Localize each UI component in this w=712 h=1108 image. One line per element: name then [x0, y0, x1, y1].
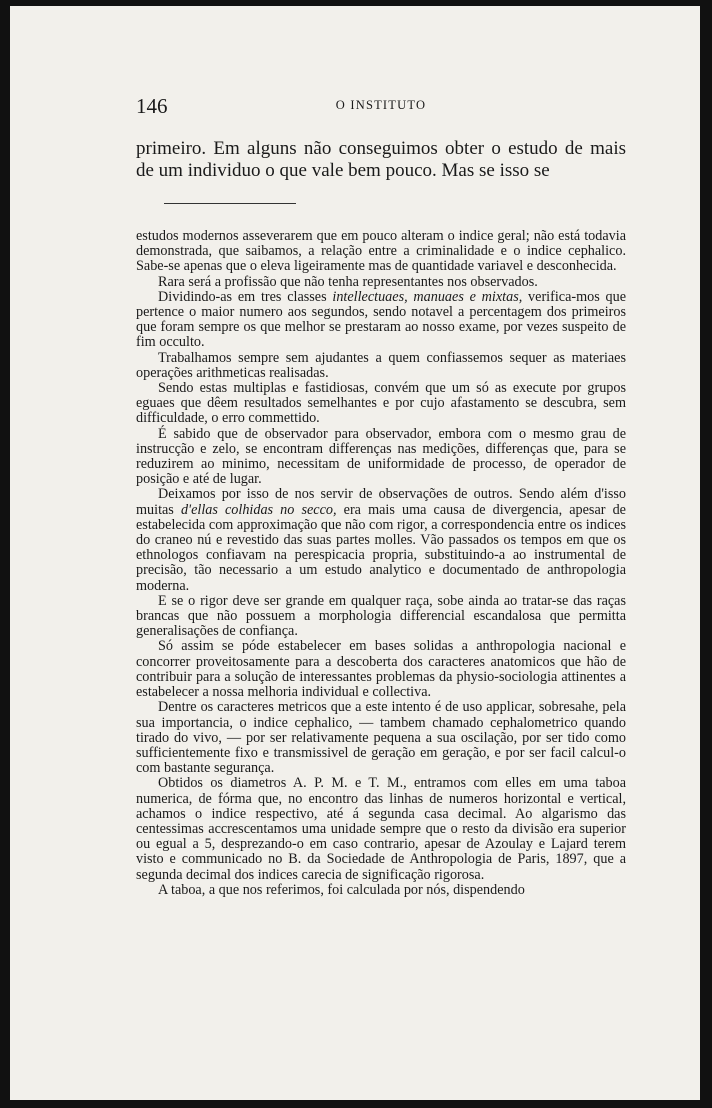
paragraph-9: Só assim se póde estabelecer em bases solidas a anthropologia nacional e concorrer proveitosamente para a descoberta dos caracteres anatomicos que hão de contribuir para a solução de interessantes problemas da physio-sociologia attinentes a estabelecer a nossa melhoria individual e collectiva.: [136, 638, 626, 701]
paragraph-2: Rara será a profissão que não tenha representantes nos observados.: [158, 273, 538, 290]
paragraph-1: estudos modernos asseverarem que em pouco alteram o indice geral; não está todavia demonstrada, que saibamos, a relação entre a criminalidade e o indice cephalico. Sabe-se apenas que o eleva ligeiramente mas de quantidade variavel e desconhecida.: [136, 228, 626, 275]
paragraph-11: Obtidos os diametros A. P. M. e T. M., entramos com elles em uma taboa numerica, de fórma que, no encontro das linhas de numeros horizontal e vertical, achamos o indice respectivo, até á segunda casa decimal. Ao algarismo das centessimas accrescentamos uma unidade sempre que o resto da divisão era superior ou egual a 5, desprezando-o em caso contrario, apesar de Azoulay e Lajard terem visto e communicado no B. da Sociedade de Anthropologia de Paris, 1897, que a segunda decimal dos indices carecia de significação rigorosa.: [136, 775, 626, 883]
footnote-body: [136, 229, 626, 898]
continuation-paragraph: primeiro. Em alguns não conseguimos obter o estudo de mais de um individuo o que vale bem pouco. Mas se isso se: [136, 138, 626, 181]
paragraph-5: Sendo estas multiplas e fastidiosas, convém que um só as execute por grupos eguaes que dêem resultados semelhantes e por cujo afastamento se descubra, sem difficuldade, o erro commettido.: [136, 380, 626, 427]
running-title: O INSTITUTO: [335, 98, 427, 112]
page-number: 146: [136, 94, 168, 118]
continuation-text: [136, 138, 626, 182]
page-header: [136, 94, 626, 116]
paragraph-12: A taboa, a que nos referimos, foi calculada por nós, dispendendo: [158, 881, 525, 898]
paragraph-4: Trabalhamos sempre sem ajudantes a quem confiassemos sequer as materiaes operações arithmeticas realisadas.: [136, 349, 626, 381]
paragraph-10: Dentre os caracteres metricos que a este intento é de uso applicar, sobresahe, pela sua importancia, o indice cephalico, — tambem chamado cephalometrico quando tirado do vivo, — por ser relativamente pequena a sua oscilação, por ser tido como sufficientemente fixo e transmissivel de geração em geração, e por ser facil calcul-o com bastante segurança.: [136, 699, 626, 777]
paragraph-6: É sabido que de observador para observador, embora com o mesmo grau de instrucção e zelo, se encontram differenças nas medições, differenças que, para se reduzirem ao minimo, necessitam de uniformidade de processo, de operador de posição e até de lugar.: [136, 425, 626, 488]
paragraph-8: E se o rigor deve ser grande em qualquer raça, sobe ainda ao tratar-se das raças brancas que não possuem a morphologia differencial escandalosa que permitta generalisações de confiança.: [136, 592, 626, 640]
footnote-separator: [164, 203, 296, 204]
paragraph-7: Deixamos por isso de nos servir de observações de outros. Sendo além d'isso muitas d'ellas colhidas no secco, era mais uma causa de divergencia, apesar de estabelecida com approximação que não com rigor, a correspondencia entre os indices do craneo nú e revestido das suas partes molles. Vão passados os tempos em que os ethnologos confiavam na perespicacia propria, substituindo-a ao instrumental de precisão, tão necessario a um estudo analytico e documentado de anthropologia moderna.: [136, 486, 626, 594]
paragraph-3: Dividindo-as em tres classes intellectuaes, manuaes e mixtas, verifica-mos que pertence o maior numero aos segundos, sendo notavel a percentagem dos primeiros que foram sempre os que melhor se prestaram ao nosso exame, por vezes suspeito de fim occulto.: [136, 288, 627, 351]
